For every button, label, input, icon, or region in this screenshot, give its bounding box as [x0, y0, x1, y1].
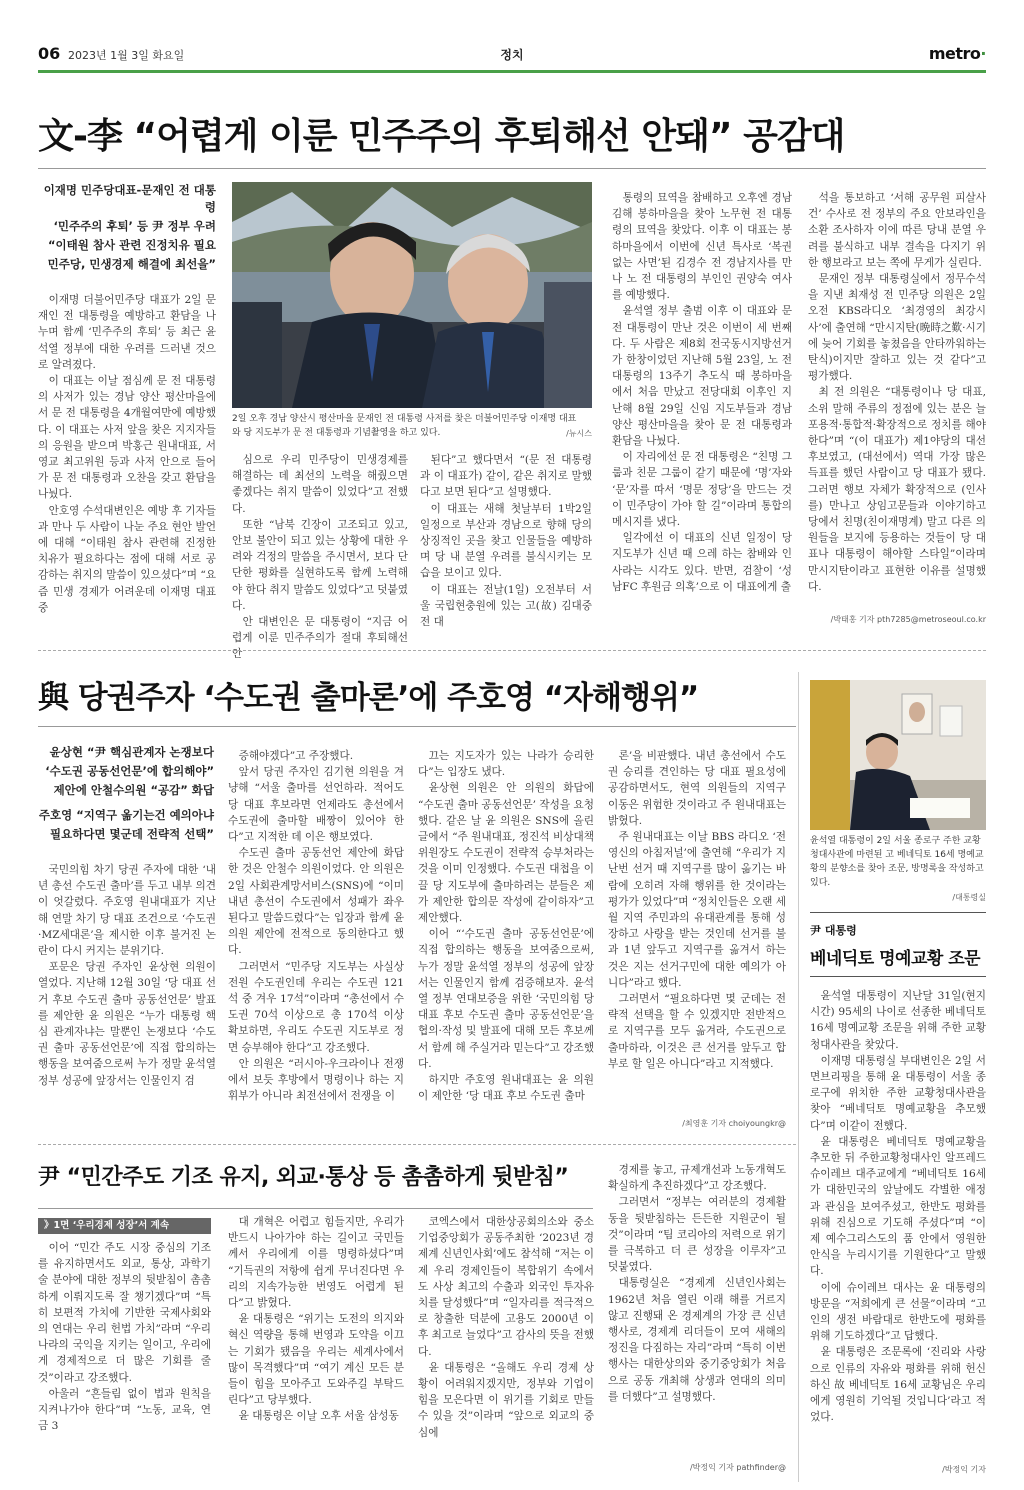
- paragraph: 윤 대통령은 이날 오후 서울 삼성동: [238, 1410, 399, 1423]
- article2-byline: /최영훈 기자 choiyoungkr@: [682, 1119, 786, 1128]
- article1-col2: [232, 452, 408, 661]
- paragraph: 이 대표는 이날 점심께 문 전 대통령의 사저가 있는 경남 양산 평산마을에서 문 전 대통령을 4개월여만에 예방했다. 이 대표는 사저 앞을 찾은 지지자들의 응원을 받으며 박홍근 원내대표, 서영교 최고위원 등과 사저 안으로 들어가 문 전 대통령과 오찬을 갖고 환담을 나눴다.: [38, 375, 216, 501]
- article2-col3: [418, 748, 594, 1130]
- paragraph: 윤상현 의원은 안 의원의 화답에 “수도권 출마 공동선언문’ 작성을 요청했다. 같은 날 윤 의원은 SNS에 올린 글에서 “주 원내대표, 정진석 비상대책위원장도 수도권이 전략적 승부처라는 것을 이미 인정했다. 수도권 대첩을 이끌 당 지도부에 출마하려는 분들은 제가 제안한 합의문 작성에 같이하자”고 제안했다.: [418, 782, 594, 925]
- paragraph: 그러면서 “필요하다면 몇 군데는 전략적 선택을 할 수 있겠지만 전반적으로 지역구를 모두 옮겨라, 수도권으로 출마하라, 이것은 큰 선거를 앞두고 합부로 할 일은 아니다”라고 지적했다.: [608, 993, 786, 1070]
- article3-headline[interactable]: 尹 “민간주도 기조 유지, 외교·통상 등 촘촘하게 뒷받침”: [38, 1165, 569, 1190]
- paragraph: 윤 대통령은 “올해도 우리 경제 상황이 어려워지겠지만, 정부와 기업이 힘을 모은다면 이 위기를 기회로 만들 수 있을 것”이라며 “앞으로 외교의 중심에: [418, 1361, 594, 1439]
- paragraph: 이재명 더불어민주당 대표가 2일 문재인 전 대통령을 예방하고 환담을 나누며 함께 ‘민주주의 후퇴’ 등 최근 윤석열 정부에 대한 우려를 드러낸 것으로 알려졌다.: [38, 294, 216, 371]
- paragraph: 윤석열 대통령이 지난달 31일(현지시간) 95세의 나이로 선종한 베네딕토 16세 명예교황 조문을 위해 주한 교황청대사관을 찾았다.: [810, 990, 986, 1051]
- paragraph: 석을 통보하고 ‘서해 공무원 피살사건’ 수사로 전 정부의 주요 안보라인을 소환 조사하자 이에 따른 당내 분열 우려를 불식하고 내부 결속을 다지기 위한 행보라고 보는 쪽에 무게가 실린다.: [808, 192, 986, 269]
- paragraph: 그러면서 “정부는 여러분의 경제활동을 뒷받침하는 든든한 지원군이 될 것”이라며 “팀 코리아의 저력으로 위기를 극복하고 더 큰 성장을 이루자”고 덧붙였다.: [608, 1196, 786, 1274]
- paragraph: 주 원내대표는 이날 BBS 라디오 ‘전영신의 아침저널’에 출연해 “우리가 지난번 선거 때 지역구를 많이 옮기는 바람에 오히려 자해 행위를 한 것이라는 평가가 있었다”며 “정치인들은 오랜 세월 지역 주민과의 유대관계를 통해 성장하고 사랑을 받는 것인데 선거를 불과 1년 앞두고 지역구를 옮겨서 하는 것은 지는 선거구민에 대한 예의가 아니다”라고 했다.: [608, 831, 786, 989]
- paragraph: 론’을 비판했다. 내년 총선에서 수도권 승리를 견인하는 당 대표 필요성에 공감하면서도, 현역 의원들의 지역구 이동은 위험한 것이라고 주 원내대표는 밝혔다.: [608, 750, 786, 827]
- paragraph: 증해야겠다”고 주장했다.: [238, 750, 354, 762]
- paragraph: 또한 “남북 긴장이 고조되고 있고, 안보 불안이 되고 있는 상황에 대한 우려와 걱정의 말씀을 주시면서, 보다 단단한 평화를 실현하도록 함께 노력해야 한다 취지 말씀도 있었다”고 덧붙였다.: [232, 518, 408, 612]
- paragraph: 윤 대통령은 조문록에 ‘진리와 사랑으로 인류의 자유와 평화를 위해 헌신하신 故 베네딕토 16세 교황님은 우리에게 영원히 기억될 것입니다’라고 적었다.: [810, 1346, 986, 1424]
- article3-byline: /박정익 기자 pathfinder@: [689, 1463, 786, 1472]
- sidebar-photo-credit: /대통령실: [952, 893, 986, 902]
- article2-col2: [228, 748, 404, 1130]
- sidebar-byline: /박정익 기자: [942, 1465, 986, 1474]
- issue-date: 2023년 1월 3일 화요일: [68, 49, 185, 62]
- paragraph: 안호영 수석대변인은 예방 후 기자들과 만나 두 사람이 나눈 주요 현안 발언에 대해 “이태원 참사 관련해 진정한 치유가 필요하다는 점에 대해 서로 공감하는 취지의 말씀이 있으셨다”며 “요즘 민생 경제가 어려운데 이재명 대표 중: [38, 504, 216, 614]
- paragraph: 일각에선 이 대표의 신년 일정이 당 지도부가 신년 때 으레 하는 참배와 인사라는 시각도 있다. 반면, 검찰이 ‘성남FC 후원금 의혹’으로 이 대표에게 출: [612, 532, 792, 593]
- paragraph: 이재명 대통령실 부대변인은 2일 서면브리핑을 통해 윤 대통령이 서울 종로구에 위치한 주한 교황청대사관을 찾아 “베네딕토 명예교황을 추모했다”며 이같이 전했다.: [810, 1054, 986, 1132]
- paragraph: 아울러 “흔들림 없이 법과 원칙을 지켜나가야 한다”며 “노동, 교육, 연금 3: [38, 1387, 211, 1433]
- paragraph: 최 전 의원은 “대통령이나 당 대표, 소위 말해 주류의 정점에 있는 분은 늘 포용적·통합적·확장적으로 정치를 해야 한다”며 “(이 대표가) 제1야당의 대선후보였고, (대선에서) 역대 가장 많은 득표를 했던 사람이고 당 대표가 됐다. 그러면 행보 자체가 확장적으로 (인사를) 만나고 상임고문들과 이야기하고 당에서 친명(친이재명계) 말고 다른 의원들을 보지에 등용하는 것들이 당 대표나 대통령이 해야할 스타일”이라며 만시지탄이라고 표현한 이유를 설명했다.: [808, 386, 986, 593]
- paragraph: 이 대표는 새해 첫날부터 1박2일 일정으로 부산과 경남으로 향해 당의 상징적인 곳을 찾고 인물들을 예방하며 당 내 분열 우려를 불식시키는 모습을 보이고 있다.: [420, 502, 592, 580]
- page-number: 06: [38, 44, 61, 63]
- article1-subheads: [38, 182, 216, 275]
- paragraph: 이에 슈이레브 대사는 윤 대통령의 방문을 “저희에게 큰 선물”이라며 “고인의 생전 바람대로 한반도에 평화를 위해 기도하겠다”고 답했다.: [810, 1281, 986, 1343]
- sidebar-rule-top: [810, 912, 986, 913]
- sidebar-photo-caption: 윤석열 대통령이 2일 서울 종로구 주한 교황청대사관에 마련된 고 베네딕토 16세 명예교황의 분향소를 찾아 조문, 방명록을 작성하고 있다.: [810, 836, 984, 888]
- article1-headline[interactable]: 文-李 “어렵게 이룬 민주주의 후퇴해선 안돼” 공감대: [38, 116, 845, 157]
- sidebar-kicker: 尹 대통령: [810, 924, 857, 937]
- article1-rule: [38, 168, 986, 169]
- article2-subhead: 제안에 안철수의원 “공감” 화답: [53, 783, 214, 797]
- article2-col1: [38, 862, 216, 1130]
- article3-col3: [418, 1214, 594, 1470]
- article1-photo-credit: /뉴시스: [566, 429, 592, 438]
- column-divider: [798, 672, 799, 1482]
- section-label: 정치: [500, 48, 524, 62]
- article2-subhead: ‘수도권 공동선언문’에 합의해야”: [45, 764, 214, 778]
- article2-col4: [608, 748, 786, 1112]
- article1-subhead: 이재명 민주당대표-문재인 전 대통령: [43, 183, 216, 214]
- paragraph: 앞서 당권 주자인 김기현 의원을 겨냥해 “서울 출마를 선언하라. 적어도 당 대표 후보라면 언제라도 총선에서 수도권에 출마할 배짱이 있어야 한다”고 지적한 데 이은 행보였다.: [228, 766, 404, 844]
- paragraph: 대 개혁은 어렵고 힘들지만, 우리가 반드시 나아가야 하는 길이고 국민들께서 우리에게 이를 명령하셨다”며 “기득권의 저항에 쉽게 무너진다면 우리의 지속가능한 번영도 어렵게 된다”고 밝혔다.: [228, 1216, 404, 1310]
- metro-logo: metro·: [928, 44, 986, 63]
- article1-subhead: “이태원 참사 관련 진정치유 필요: [48, 238, 216, 252]
- article3-col2: [228, 1214, 404, 1470]
- article1-col1: [38, 292, 216, 632]
- article3-col4: [608, 1162, 786, 1456]
- article1-byline: /박태홍 기자 pth7285@metroseoul.co.kr: [830, 615, 986, 624]
- paragraph: 윤 대통령은 베네딕토 명예교황을 추모한 뒤 주한교황청대사인 알프레드 슈이레브 대주교에게 “베네딕토 16세가 대한민국의 앞날에도 각별한 애정과 관심을 보여주셨고, 한반도 평화를 위해 진심으로 기도해 주셨다”며 “이제 예수그리스도의 품 안에서 영원한 안식을 누리시기를 기원한다”고 말했다.: [810, 1135, 986, 1278]
- section-divider: [38, 650, 986, 651]
- section-divider-2: [38, 1144, 796, 1145]
- moon-lee-photo: [232, 182, 592, 408]
- paragraph: 이 자리에선 문 전 대통령은 “친명 그룹과 친문 그룹이 같기 때문에 ‘명’자와 ‘문’자를 따서 ‘명문 정당’을 만드는 것이 민주당이 가야 할 길”이라며 통합의 메시지를 냈다.: [612, 451, 792, 529]
- paragraph: 국민의힘 차기 당권 주자에 대한 ‘내년 총선 수도권 출마’를 두고 내부 의견이 엇갈렸다. 주호영 원내대표가 지난해 연말 차기 당 대표 조건으로 ‘수도권·MZ세대론’을 제시한 이후 불거진 논란이 다시 커지는 분위기다.: [38, 864, 216, 958]
- article2-subheads: [38, 744, 214, 845]
- article1-col3: [420, 452, 592, 632]
- article2-rule: [38, 726, 796, 727]
- article1-col5: [808, 190, 986, 614]
- header-rule: [38, 70, 986, 73]
- paragraph: 대통령실은 “경제계 신년인사회는 1962년 처음 열린 이래 해를 거르지 않고 진행돼 온 경제계의 가장 큰 신년행사로, 경제계 리더들이 모여 새해의 정진을 다짐하는 자리”라며 “특히 이번 행사는 대한상의와 중기중앙회가 처음으로 공동 개최해 상생과 연대의 의미를 더했다”고 설명했다.: [608, 1277, 786, 1403]
- paragraph: 심으로 우리 민주당이 민생경제를 해결하는 데 최선의 노력을 해줬으면 좋겠다는 취지 말씀이 있었다”고 전했다.: [232, 454, 408, 515]
- paragraph: 수도권 출마 공동선언 제안에 화답한 것은 안철수 의원이었다. 안 의원은 2일 사회관계망서비스(SNS)에 “이미 내년 총선이 수도권에서 성패가 좌우된다고 말씀드렸다”는 입장과 함께 윤 의원 제안에 전적으로 동의한다고 했다.: [228, 847, 404, 957]
- paragraph: 끄는 지도자가 있는 나라가 승리한다”는 입장도 냈다.: [418, 750, 594, 779]
- paragraph: 이 대표는 전날(1일) 오전부터 서울 국립현충원에 있는 고(故) 김대중 전 대: [420, 583, 592, 629]
- article2-subhead: 필요하다면 몇군데 전략적 선택”: [50, 827, 214, 841]
- page-header: [38, 40, 986, 70]
- paragraph: 경제를 놓고, 규제개선과 노동개혁도 확실하게 추진하겠다”고 강조했다.: [608, 1164, 786, 1193]
- article2-subhead: 주호영 “지역구 옮기는건 예의아냐: [38, 808, 214, 822]
- paragraph: 하지만 주호영 원내대표는 윤 의원이 제안한 ‘당 대표 후보 수도권 출마: [418, 1074, 594, 1103]
- article2-headline[interactable]: 與 당권주자 ‘수도권 출마론’에 주호영 “자해행위”: [38, 680, 699, 716]
- paragraph: 문재인 정부 대통령실에서 정무수석을 지낸 최재성 전 민주당 의원은 2일 오전 KBS라디오 ‘최경영의 최강시사’에 출연해 “만시지탄(晩時之歎·시기에 늦어 기회를 놓쳤음을 안타까워하는 탄식)이지만 잘하고 있는 것 같다”고 평가했다.: [808, 273, 986, 383]
- yoon-condolence-photo: [810, 680, 986, 830]
- paragraph: 이어 “‘수도권 출마 공동선언문’에 직접 합의하는 행동을 보여줌으로써, 누가 정말 윤석열 정부의 성공에 앞장서는 인물인지 함께 검증해보자. 윤석열 정부 연대보증을 위한 ‘국민의힘 당대표 후보 수도권 출마 공동선언문’을 협의·작성 및 발표에 대해 모든 후보께서 함께 해 주실거라 믿는다”고 강조했다.: [418, 928, 594, 1070]
- article1-subhead: 민주당, 민생경제 해결에 최선을”: [47, 257, 216, 271]
- paragraph: 통령의 묘역을 참배하고 오후엔 경남 김해 봉하마을을 찾아 노무현 전 대통령의 묘역을 찾았다. 이후 이 대표는 봉하마을에서 이번에 신년 특사로 ‘복권 없는 사면’된 김경수 전 경남지사를 만나 노 전 대통령의 부인인 권양숙 여사를 예방했다.: [612, 192, 792, 302]
- paragraph: 안 대변인은 문 대통령이 “지금 어렵게 이룬 민주주의가 절대 후퇴해선 안: [232, 616, 408, 661]
- article1-col4: [612, 190, 792, 632]
- paragraph: 이어 “민간 주도 시장 중심의 기조를 유지하면서도 외교, 통상, 과학기술 분야에 대한 정부의 뒷받침이 촘촘하게 이뤄지도록 잘 챙기겠다”며 “특히 보편적 가치에 기반한 국제사회와의 연대는 우리 헌법 가치”라며 “우리나라의 국익을 지키는 일이고, 우리에게 경제적으로 더 많은 기회를 줄 것”이라고 강조했다.: [38, 1242, 211, 1384]
- sidebar-headline[interactable]: 베네딕토 명예교황 조문: [810, 949, 981, 969]
- paragraph: 안 의원은 “러시아-우크라이나 전쟁에서 보듯 후방에서 명령이나 하는 지휘부가 아니라 최전선에서 전쟁을 이: [228, 1057, 404, 1103]
- paragraph: 윤 대통령은 “위기는 도전의 의지와 혁신 역량을 통해 번영과 도약을 이끄는 기회가 됐음을 우리는 세계사에서 많이 목격했다”며 “여기 계신 모든 분들이 힘을 모아주고 도와주길 부탁드린다”고 당부했다.: [228, 1313, 404, 1407]
- article2-subhead: 윤상현 “尹 핵심관계자 논쟁보다: [49, 745, 214, 759]
- paragraph: 된다”고 했다면서 “(문 전 대통령과 이 대표가) 같이, 같은 취지로 말했다고 보면 된다”고 설명했다.: [420, 454, 592, 499]
- paragraph: 그러면서 “민주당 지도부는 사실상 전원 수도권인데 우리는 수도권 121석 중 겨우 17석”이라며 “총선에서 수도권 70석 이상으로 총 170석 이상 확보하면, 우리도 수도권 지도부로 정면 승부해야 한다”고 강조했다.: [228, 960, 404, 1054]
- article1-subhead: ‘민주주의 후퇴’ 등 尹 정부 우려: [53, 219, 216, 233]
- paragraph: 코엑스에서 대한상공회의소와 중소기업중앙회가 공동주최한 ‘2023년 경제계 신년인사회’에도 참석해 “저는 이제 우리 경제인들이 복합위기 속에서도 사상 최고의 수출과 외국인 투자유치를 달성했다”며 “일자리를 적극적으로 창출한 덕분에 고용도 2000년 이후 최고로 늘었다”고 감사의 뜻을 전했다.: [418, 1216, 594, 1358]
- paragraph: 포문은 당권 주자인 윤상현 의원이 열었다. 지난해 12월 30일 ‘당 대표 선거 후보 수도권 출마 공동선언문’ 발표를 제안한 윤 의원은 “누가 대통령 핵심 관계자냐는 말뿐인 논쟁보다 ‘수도권 출마 공동선언문’에 직접 합의하는 행동을 보여줌으로써 누가 정말 윤석열 정부 성공에 앞장서는 인물인지 검: [38, 961, 216, 1087]
- sidebar-body: [810, 988, 986, 1464]
- sidebar-rule-bottom: [810, 976, 986, 977]
- article1-photo-caption: 2일 오후 경남 양산시 평산마을 문재인 전 대통령 사저를 찾은 더불어민주당 이재명 대표와 당 지도부가 문 전 대통령과 기념촬영을 하고 있다.: [232, 414, 577, 438]
- article3-col1: [38, 1240, 211, 1470]
- article3-rule: [38, 1208, 593, 1209]
- continued-from-label[interactable]: 》1면 ‘우리경제 성장’서 계속: [38, 1218, 211, 1234]
- paragraph: 윤석열 정부 출범 이후 이 대표와 문 전 대통령이 만난 것은 이번이 세 번째다. 두 사람은 제8회 전국동시지방선거가 한창이었던 지난해 5월 23일, 노 전 대통령의 13주기 추도식 때 봉하마을에서 처음 만났고 전당대회 이후인 지난해 8월 29일 신임 지도부들과 경남 양산 평산마을을 찾아 문 전 대통령과 환담을 나눴다.: [612, 305, 792, 448]
